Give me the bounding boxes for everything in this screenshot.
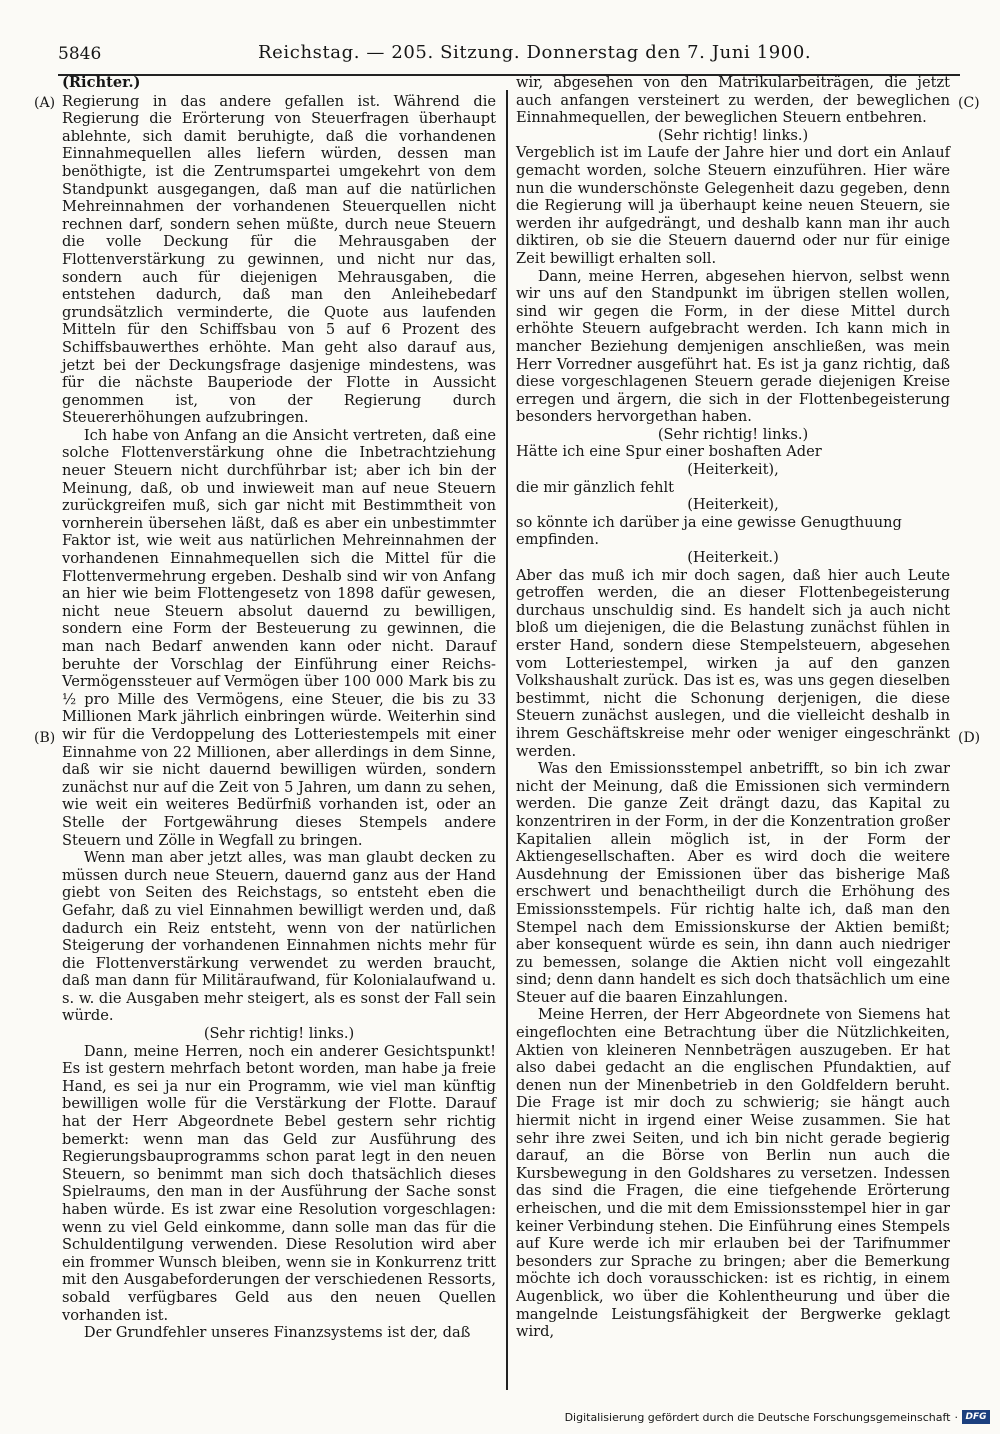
left-column — [62, 74, 496, 1342]
paragraph: Dann, meine Herren, noch ein anderer Gesichtspunkt! Es ist gestern mehrfach betont worden, man habe ja freie Hand, es sei ja nur ein Programm, wie viel man künftig bewilligen wolle für die Verstärkung der Flotte. Darauf hat der Herr Abgeordnete Bebel gestern sehr richtig bemerkt: wenn man das Geld zur Ausführung des Regierungsbauprogramms schon parat legt in den neuen Steuern, so benimmt man sich doch thatsächlich dieses Spielraums, den man in der Ausführung der Sache sonst haben würde. Es ist zwar eine Resolution vorgeschlagen: wenn zu viel Geld einkomme, dann solle man das für die Schuldentilgung verwenden. Diese Resolution wird aber ein frommer Wunsch bleiben, wenn sie in Konkurrenz tritt mit den Ausgabeforderungen der verschiedenen Ressorts, sobald verfügbares Geld aus den neuen Quellen vorhanden ist. — [62, 1042, 496, 1324]
speaker-label: (Richter.) — [62, 74, 141, 91]
margin-marker-c: (C) — [958, 95, 980, 111]
paragraph: Dann, meine Herren, abgesehen hiervon, selbst wenn wir uns auf den Standpunkt im übrigen stellen wollen, sind wir gegen die Form, in der diese Mittel durch erhöhte Steuern aufgebracht werden. Ich kann mich in mancher Beziehung demjenigen anschließen, was mein Herr Vorredner ausgeführt hat. Es ist ja ganz richtig, daß diese vorgeschlagenen Steuern gerade diejenigen Kreise erregen und ärgern, die sich in der Flottenbegeisterung besonders hervorgethan haben. — [516, 267, 950, 426]
reaction: (Heiterkeit), — [687, 461, 779, 479]
paragraph: Meine Herren, der Herr Abgeordnete von Siemens hat eingeflochten eine Betrachtung über die Nützlichkeiten, Aktien von kleineren Nennbeträgen auszugeben. Er hat also dabei gedacht an die englischen Pfundaktien, auf denen nun der Minenbetrieb in den Goldfeldern beruht. Die Frage ist mir doch zu schwierig; sie hängt auch hiermit nicht in irgend einer Weise zusammen. Sie hat sehr ihre zwei Seiten, und ich bin nicht gerade begierig darauf, an die Börse von Berlin nun auch die Kursbewegung in den Goldshares zu versetzen. Indessen das sind die Fragen, die eine tiefgehende Erörterung erheischen, und die mit dem Emissionsstempel hier in gar keiner Verbindung stehen. Die Einführung eines Stempels auf Kure werde ich mir erlauben bei der Tarifnummer besonders zur Sprache zu bringen; aber die Bemerkung möchte ich doch vorausschicken: ist es richtig, in einem Augenblick, wo über die Kohlentheurung und über die mangelnde Leistungsfähigkeit der Bergwerke geklagt wird, — [516, 1006, 950, 1341]
quoted-line: die mir gänzlich fehlt — [516, 478, 675, 496]
dfg-logo-icon[interactable]: DFG — [962, 1410, 990, 1424]
paragraph: Regierung in das andere gefallen ist. Während die Regierung die Erörterung von Steuerfragen überhaupt ablehnte, sich damit beruhigte, daß die vorhandenen Einnahmequellen alles liefern würden, dessen man benöthigte, ist die Zentrumspartei umgekehrt von dem Standpunkt ausgegangen, daß man auf die natürlichen Mehreinnahmen der vorhandenen Steuerquellen nicht rechnen darf, sondern sehen müßte, durch neue Steuern die volle Deckung für die Mehrausgaben der Flottenverstärkung zu gewinnen, und nicht nur das, sondern auch für diejenigen Mehrausgaben, die entstehen dadurch, daß man den Anleihebedarf grundsätzlich verminderte, die Quote aus laufenden Mitteln für den Schiffsbau von 5 auf 6 Prozent des Schiffsbauwerthes erhöhte. Man geht also darauf aus, jetzt bei der Deckungsfrage dasjenige mindestens, was für die nächste Bauperiode der Flotte in Aussicht genommen ist, von der Regierung durch Steuererhöhungen aufzubringen. — [62, 92, 496, 427]
paragraph: Wenn man aber jetzt alles, was man glaubt decken zu müssen durch neue Steuern, dauernd ganz aus der Hand giebt von Seiten des Reichstags, so entsteht eben die Gefahr, daß zu viel Einnahmen bewilligt werden und, daß dadurch ein Reiz entsteht, wenn von der natürlichen Steigerung der vorhandenen Einnahmen nichts mehr für die Flottenverstärkung verwendet zu werden braucht, daß man dann für Militäraufwand, für Kolonialaufwand u. s. w. die Ausgaben mehr steigert, als es sonst der Fall sein würde. — [62, 849, 496, 1025]
paragraph: Ich habe von Anfang an die Ansicht vertreten, daß eine solche Flottenverstärkung ohne die Inbetrachtziehung neuer Steuern nicht durchführbar ist; aber ich bin der Meinung, daß, ob und inwieweit man auf neue Steuern zurückgreifen muß, sich gar nicht mit Bestimmtheit von vornherein übersehen läßt, daß es aber ein unbestimmter Faktor ist, wie weit aus natürlichen Mehreinnahmen der vorhandenen Einnahmequellen sich die Mittel für die Flottenvermehrung ergeben. Deshalb sind wir von Anfang an hier wie beim Flottengesetz von 1898 dafür gewesen, nicht neue Steuern absolut dauernd zu bewilligen, sondern eine Form der Besteuerung zu gewinnen, die man nach Bedarf anwenden kann oder nicht. Darauf beruhte der Vorschlag der Einführung einer Reichs-Vermögenssteuer auf Vermögen über 100 000 Mark bis zu ½ pro Mille des Vermögens, eine Steuer, die bis zu 33 Millionen Mark jährlich einbringen würde. Weiterhin sind wir für die Verdoppelung des Lotteriestempels mit einer Einnahme von 22 Millionen, aber allerdings in dem Sinne, daß wir sie nicht dauernd bewilligen würden, sondern zunächst nur auf die Zeit von 5 Jahren, um dann zu sehen, wie weit ein weiteres Bedürfniß vorhanden ist, oder an Stelle der Fortgewährung dieses Stempels andere Steuern und Zölle in Wegfall zu bringen. — [62, 426, 496, 849]
margin-marker-b: (B) — [34, 730, 56, 746]
paragraph: wir, abgesehen von den Matrikularbeiträgen, die jetzt auch anfangen versteinert zu werden, der beweglichen Einnahmequellen, der beweglichen Steuern entbehren. — [516, 74, 950, 127]
paragraph: Vergeblich ist im Laufe der Jahre hier und dort ein Anlauf gemacht worden, solche Steuern einzuführen. Hier wäre nun die wunderschönste Gelegenheit dazu gegeben, denn die Regierung will ja überhaupt keine neuen Steuern, sie werden ihr aufgedrängt, und deshalb kann man ihr auch diktiren, ob sie die Steuern dauernd oder nur für einige Zeit bewilligt erhalten soll. — [516, 144, 950, 267]
reaction: (Sehr richtig! links.) — [657, 126, 809, 144]
right-column — [516, 74, 950, 1341]
reaction: (Heiterkeit), — [687, 496, 779, 514]
column-divider — [506, 90, 508, 1390]
reaction: (Sehr richtig! links.) — [657, 425, 809, 443]
footer — [565, 1410, 990, 1424]
quoted-line: so könnte ich darüber ja eine gewisse Genugthuung empfinden. — [516, 513, 902, 549]
footer-separator: · — [954, 1410, 958, 1424]
running-head: Reichstag. — 205. Sitzung. Donnerstag den 7. Juni 1900. — [258, 42, 812, 63]
paragraph: Aber das muß ich mir doch sagen, daß hier auch Leute getroffen werden, die an dieser Flottenbegeisterung durchaus unschuldig sind. Es handelt sich ja auch nicht bloß um diejenigen, die die Belastung zunächst fühlen in erster Hand, sondern diese Stempelsteuern, abgesehen vom Lotteriestempel, wirken ja auf den ganzen Volkshaushalt zurück. Das ist es, was uns gegen dieselben bestimmt, nicht die Schonung derjenigen, die diese Steuern zunächst auslegen, und die vielleicht deshalb in ihrem Geschäftskreise mehr oder weniger eingeschränkt werden. — [516, 566, 950, 760]
margin-marker-a: (A) — [34, 95, 56, 111]
page-number: 5846 — [58, 44, 102, 64]
footer-text: Digitalisierung gefördert durch die Deutsche Forschungsgemeinschaft — [564, 1410, 951, 1424]
page-header — [58, 40, 960, 70]
margin-marker-d: (D) — [958, 730, 981, 746]
paragraph: Was den Emissionsstempel anbetrifft, so bin ich zwar nicht der Meinung, daß die Emissionen sich vermindern werden. Die ganze Zeit drängt dazu, das Kapital zu konzentriren in der Form, in der die Konzentration großer Kapitalien allein möglich ist, in der Form der Aktiengesellschaften. Aber es wird doch die weitere Ausdehnung der Emissionen über das bisherige Maß erschwert und benachtheiligt durch die Erhöhung des Emissionsstempels. Für richtig halte ich, daß man den Stempel nach dem Emissionskurse der Aktien bemißt; aber konsequent würde es sein, ihn dann auch niedriger zu bemessen, solange die Aktien nicht voll eingezahlt sind; denn dann handelt es sich doch thatsächlich um eine Steuer auf die baaren Einzahlungen. — [516, 760, 950, 1006]
paragraph: Der Grundfehler unseres Finanzsystems ist der, daß — [83, 1324, 471, 1342]
reaction: (Heiterkeit.) — [687, 549, 779, 567]
reaction: (Sehr richtig! links.) — [203, 1025, 355, 1043]
quoted-line: Hätte ich eine Spur einer boshaften Ader — [516, 443, 822, 461]
